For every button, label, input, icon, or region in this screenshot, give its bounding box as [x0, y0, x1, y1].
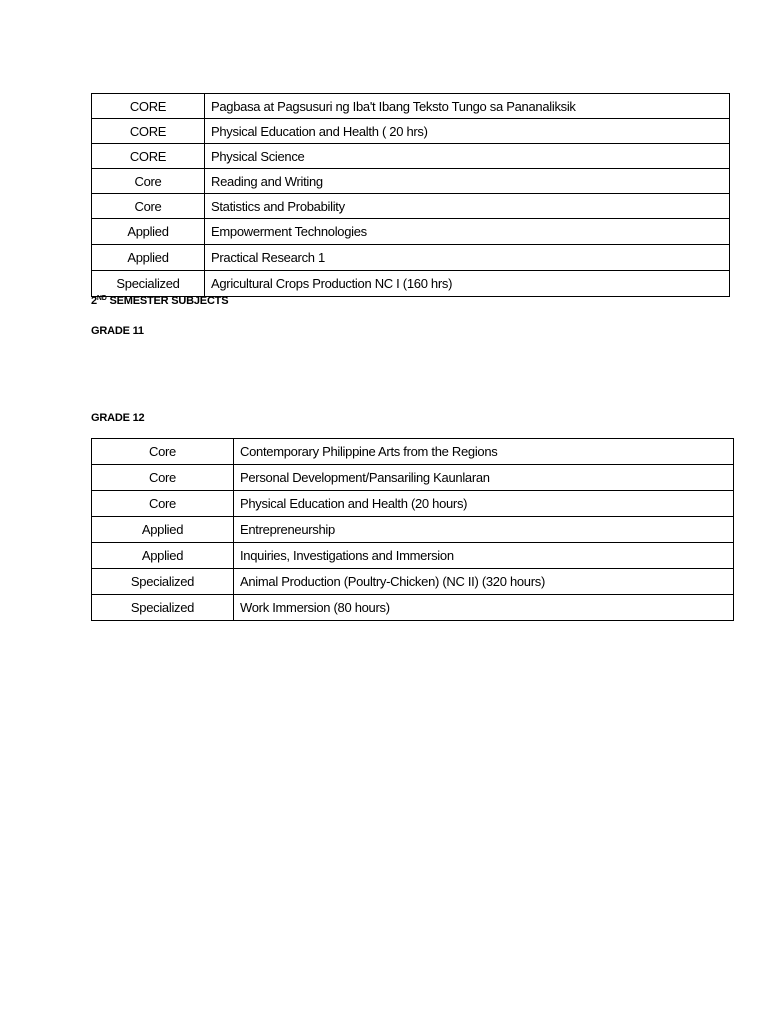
subject-name-cell: Reading and Writing — [205, 169, 730, 194]
table-row — [92, 169, 730, 194]
grade12-subjects-table — [91, 438, 734, 621]
subject-type-cell: Applied — [92, 517, 234, 543]
subject-type-cell: Applied — [92, 219, 205, 245]
table-row — [92, 439, 734, 465]
subject-type-cell: Applied — [92, 543, 234, 569]
grade11-heading: GRADE 11 — [91, 325, 144, 337]
subject-name-cell: Entrepreneurship — [234, 517, 734, 543]
subject-name-cell: Physical Education and Health ( 20 hrs) — [205, 119, 730, 144]
subject-name-cell: Practical Research 1 — [205, 245, 730, 271]
table-row — [92, 517, 734, 543]
semester-heading — [91, 295, 228, 307]
semester-heading-text: SEMESTER SUBJECTS — [106, 295, 229, 307]
subject-type-cell: Core — [92, 465, 234, 491]
table-row — [92, 491, 734, 517]
semester-ordinal-suffix: ND — [96, 295, 107, 302]
table-row — [92, 144, 730, 169]
table-row — [92, 595, 734, 621]
subject-name-cell: Physical Science — [205, 144, 730, 169]
subject-name-cell: Physical Education and Health (20 hours) — [234, 491, 734, 517]
subject-type-cell: CORE — [92, 94, 205, 119]
table-row — [92, 465, 734, 491]
subject-name-cell: Work Immersion (80 hours) — [234, 595, 734, 621]
subject-type-cell: Core — [92, 439, 234, 465]
table-row — [92, 94, 730, 119]
table-row — [92, 569, 734, 595]
subject-name-cell: Contemporary Philippine Arts from the Regions — [234, 439, 734, 465]
table-row — [92, 119, 730, 144]
subject-type-cell: Specialized — [92, 595, 234, 621]
subject-type-cell: Applied — [92, 245, 205, 271]
subject-type-cell: Core — [92, 194, 205, 219]
table-row — [92, 219, 730, 245]
subject-name-cell: Personal Development/Pansariling Kaunlaran — [234, 465, 734, 491]
subject-type-cell: Core — [92, 169, 205, 194]
table-row — [92, 245, 730, 271]
subject-name-cell: Inquiries, Investigations and Immersion — [234, 543, 734, 569]
table-row — [92, 194, 730, 219]
grade11-first-semester-subjects-table — [91, 93, 730, 297]
subject-name-cell: Animal Production (Poultry-Chicken) (NC II) (320 hours) — [234, 569, 734, 595]
subject-type-cell: Specialized — [92, 271, 205, 297]
table-row — [92, 271, 730, 297]
subject-name-cell: Empowerment Technologies — [205, 219, 730, 245]
semester-ordinal: 2 — [91, 295, 97, 307]
subject-type-cell: CORE — [92, 144, 205, 169]
subject-name-cell: Pagbasa at Pagsusuri ng Iba't Ibang Teksto Tungo sa Pananaliksik — [205, 94, 730, 119]
subject-name-cell: Statistics and Probability — [205, 194, 730, 219]
subject-name-cell: Agricultural Crops Production NC I (160 hrs) — [205, 271, 730, 297]
subject-type-cell: CORE — [92, 119, 205, 144]
subject-type-cell: Core — [92, 491, 234, 517]
table-row — [92, 543, 734, 569]
subject-type-cell: Specialized — [92, 569, 234, 595]
grade12-heading: GRADE 12 — [91, 412, 145, 424]
